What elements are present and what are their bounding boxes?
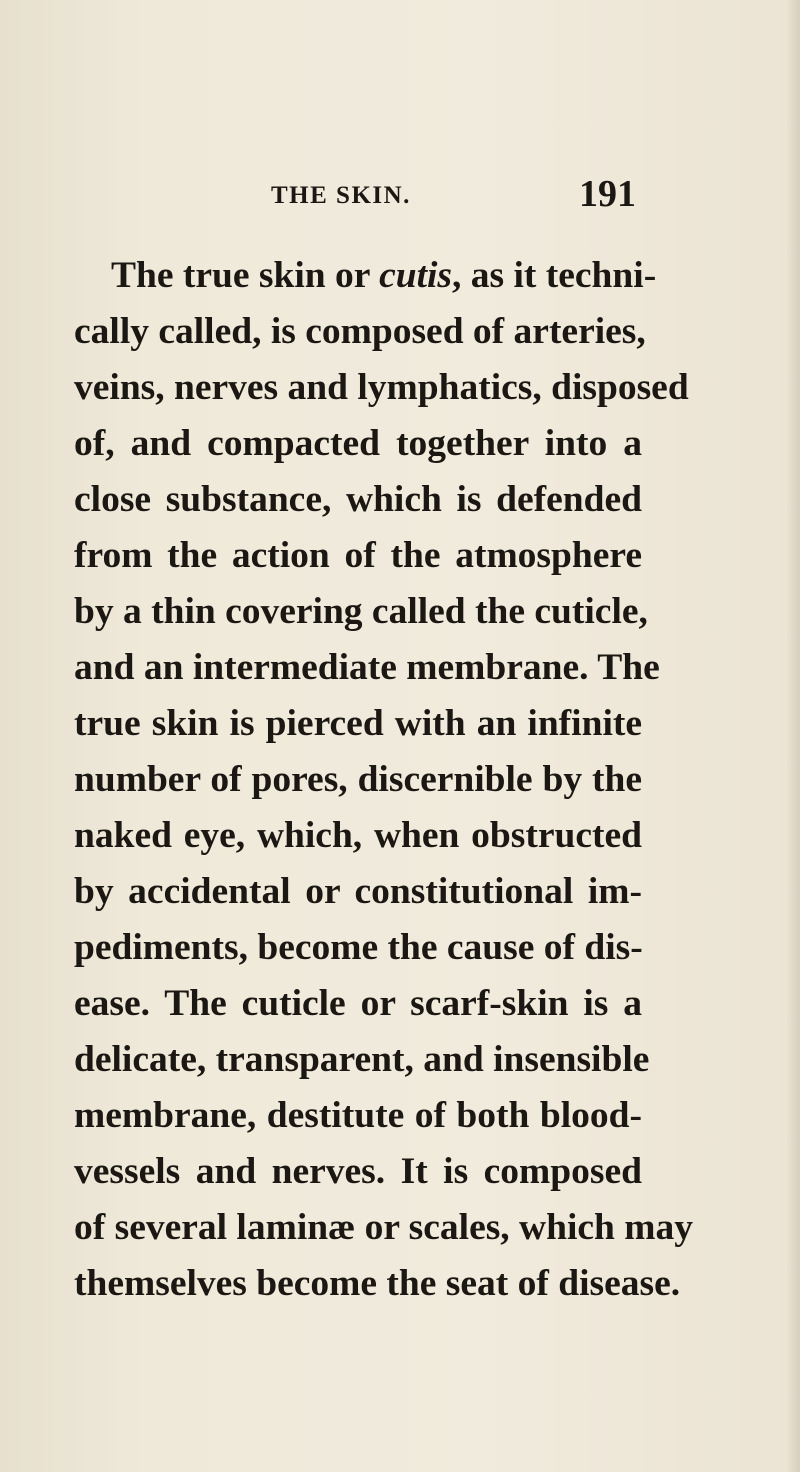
text-line: by a thin covering called the cuticle, (74, 591, 648, 632)
text-line: by accidental or constitutional im- (74, 871, 642, 912)
text-line: The true skin or cutis, as it techni- (111, 255, 657, 296)
text-line: ease. The cuticle or scarf-skin is a (74, 983, 642, 1024)
text-line: and an intermediate membrane. The (74, 647, 660, 688)
text-line: cally called, is composed of arteries, (74, 311, 646, 352)
running-head (0, 172, 800, 222)
text-line: naked eye, which, when obstructed (74, 815, 642, 856)
running-title: THE SKIN. (271, 182, 411, 209)
text-line: membrane, destitute of both blood- (74, 1095, 642, 1136)
text-line: of, and compacted together into a (74, 423, 642, 464)
page-number: 191 (579, 173, 636, 215)
text-line: of several laminæ or scales, which may (74, 1207, 694, 1248)
text-line: close substance, which is defended (74, 479, 642, 520)
text-line: vessels and nerves. It is composed (74, 1151, 642, 1192)
text-line: number of pores, discernible by the (74, 759, 642, 800)
text-line: delicate, transparent, and insensible (74, 1039, 650, 1080)
text-line: themselves become the seat of disease. (74, 1263, 681, 1304)
text-line: veins, nerves and lymphatics, disposed (74, 367, 689, 408)
text-line: true skin is pierced with an infinite (74, 703, 642, 744)
text-line: from the action of the atmosphere (74, 535, 642, 576)
italic-term: cutis (379, 255, 453, 296)
text-line: pediments, become the cause of dis- (74, 927, 643, 968)
